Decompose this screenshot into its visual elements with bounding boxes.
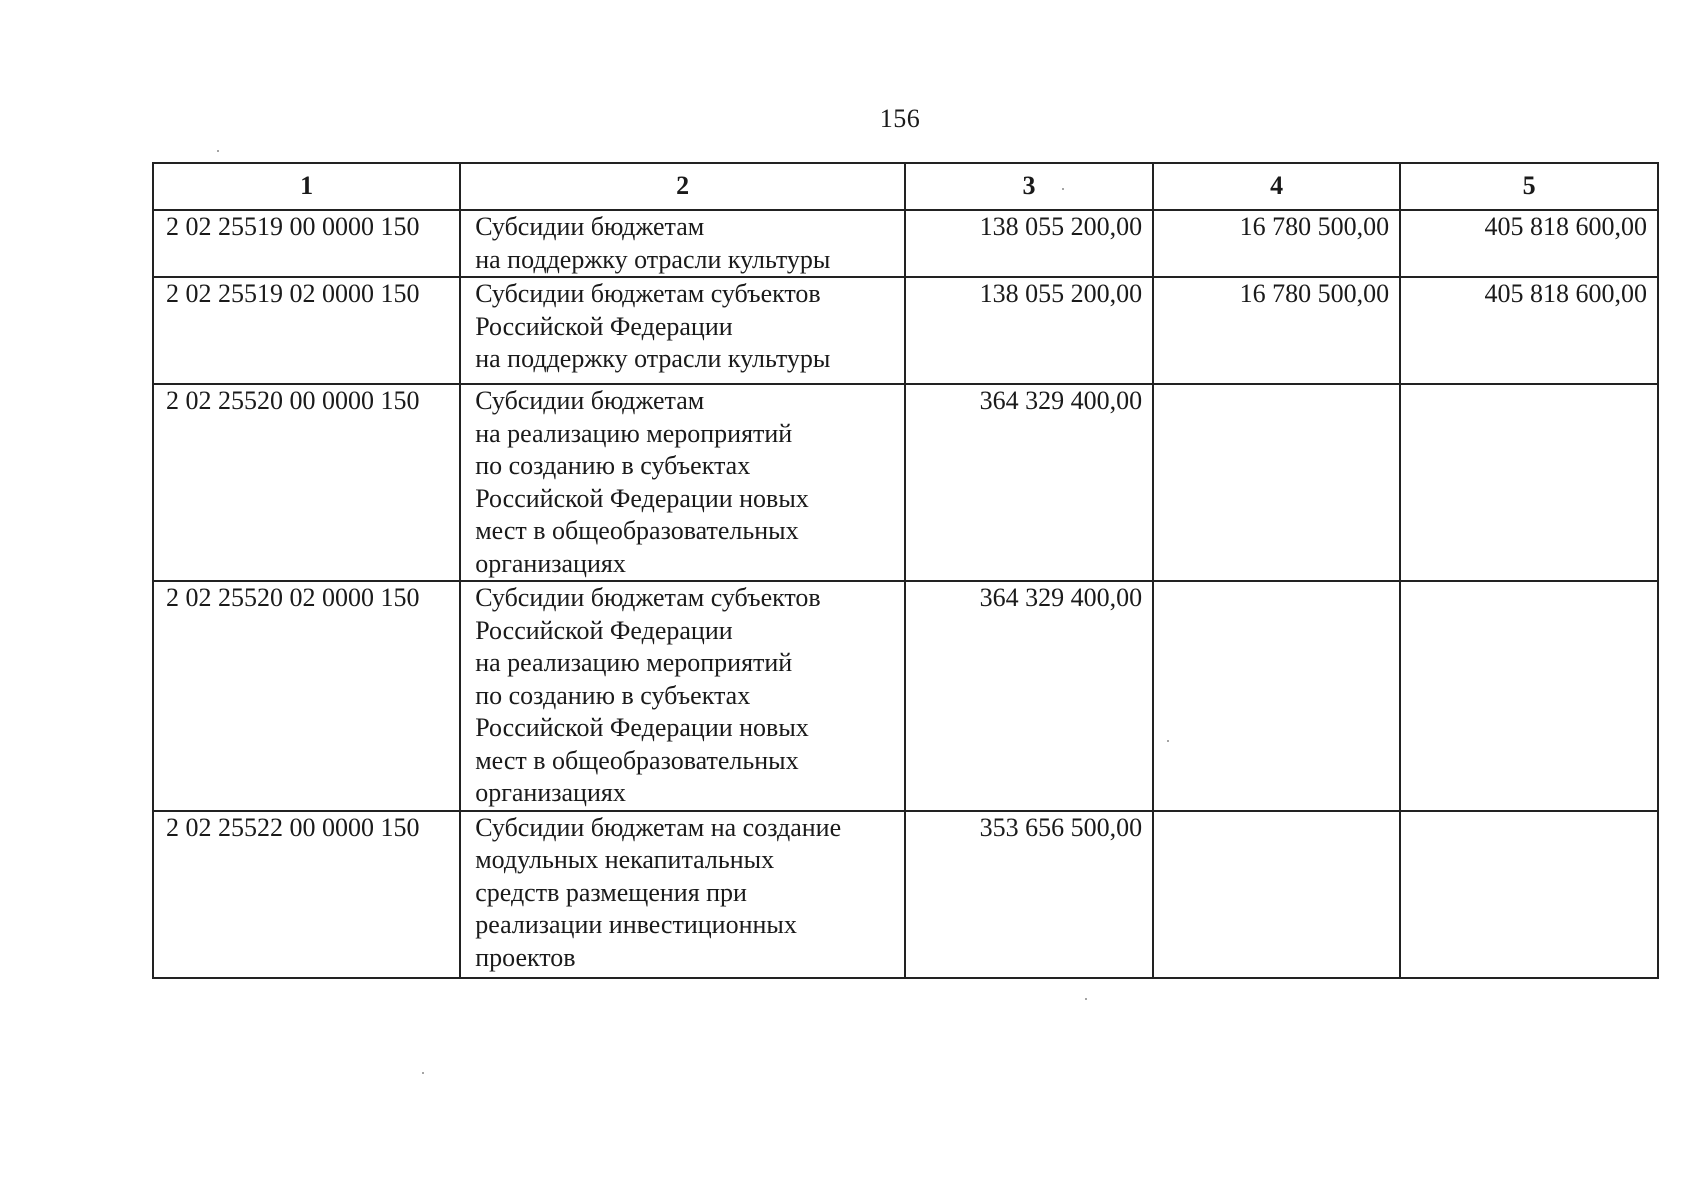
amount-col-5: 405 818 600,00 bbox=[1400, 277, 1658, 384]
table-row bbox=[153, 210, 1658, 277]
scan-speck bbox=[1085, 998, 1087, 1000]
amount-col-5 bbox=[1400, 384, 1658, 581]
header-col-3: 3 bbox=[905, 163, 1153, 210]
name-line: Российской Федерации новых bbox=[475, 483, 809, 513]
budget-code: 2 02 25519 00 0000 150 bbox=[153, 210, 460, 277]
amount-col-4: 16 780 500,00 bbox=[1153, 210, 1400, 277]
scan-speck bbox=[1167, 740, 1169, 742]
budget-item-name bbox=[460, 384, 905, 581]
amount-col-3: 138 055 200,00 bbox=[905, 210, 1153, 277]
name-line: Субсидии бюджетам субъектов bbox=[475, 583, 821, 612]
name-line: организациях bbox=[475, 778, 626, 807]
name-line: по созданию в субъектах bbox=[475, 451, 751, 480]
header-row bbox=[153, 163, 1658, 210]
budget-code: 2 02 25520 00 0000 150 bbox=[153, 384, 460, 581]
scan-speck bbox=[1062, 188, 1064, 190]
name-line: Российской Федерации bbox=[475, 311, 733, 341]
amount-col-5: 405 818 600,00 bbox=[1400, 210, 1658, 277]
table-row bbox=[153, 277, 1658, 384]
name-line: на реализацию мероприятий bbox=[475, 418, 793, 448]
name-line: на реализацию мероприятий bbox=[475, 648, 793, 677]
amount-col-4 bbox=[1153, 384, 1400, 581]
budget-item-name bbox=[460, 210, 905, 277]
page-number: 156 bbox=[879, 104, 921, 133]
amount-col-3: 353 656 500,00 bbox=[905, 811, 1153, 978]
header-col-1: 1 bbox=[153, 163, 460, 210]
budget-code: 2 02 25520 02 0000 150 bbox=[153, 581, 460, 811]
name-line: проектов bbox=[475, 942, 576, 972]
budget-code: 2 02 25519 02 0000 150 bbox=[153, 277, 460, 384]
header-col-4: 4 bbox=[1153, 163, 1400, 210]
scan-speck bbox=[422, 1072, 424, 1074]
name-line: на поддержку отрасли культуры bbox=[475, 344, 831, 373]
name-line: мест в общеобразовательных bbox=[475, 516, 799, 545]
name-line: модульных некапитальных bbox=[475, 845, 775, 874]
name-line: мест в общеобразовательных bbox=[475, 745, 799, 775]
name-line: на поддержку отрасли культуры bbox=[475, 244, 831, 274]
name-line: средств размещения при bbox=[475, 877, 747, 907]
name-line: Субсидии бюджетам субъектов bbox=[475, 279, 821, 308]
name-line: реализации инвестиционных bbox=[475, 910, 797, 939]
name-line: Российской Федерации новых bbox=[475, 713, 809, 742]
amount-col-3: 364 329 400,00 bbox=[905, 581, 1153, 811]
header-col-2: 2 bbox=[460, 163, 905, 210]
table-row bbox=[153, 384, 1658, 581]
name-line: Субсидии бюджетам bbox=[475, 212, 705, 241]
budget-code: 2 02 25522 00 0000 150 bbox=[153, 811, 460, 978]
table-row bbox=[153, 811, 1658, 978]
amount-col-3: 364 329 400,00 bbox=[905, 384, 1153, 581]
name-line: по созданию в субъектах bbox=[475, 680, 751, 710]
name-line: организациях bbox=[475, 548, 626, 578]
amount-col-4 bbox=[1153, 811, 1400, 978]
budget-item-name bbox=[460, 581, 905, 811]
amount-col-5 bbox=[1400, 811, 1658, 978]
amount-col-3: 138 055 200,00 bbox=[905, 277, 1153, 384]
budget-table bbox=[152, 162, 1659, 979]
header-col-5: 5 bbox=[1400, 163, 1658, 210]
name-line: Субсидии бюджетам на создание bbox=[475, 812, 842, 842]
amount-col-4: 16 780 500,00 bbox=[1153, 277, 1400, 384]
amount-col-4 bbox=[1153, 581, 1400, 811]
table-row bbox=[153, 581, 1658, 811]
name-line: Субсидии бюджетам bbox=[475, 386, 705, 415]
budget-item-name bbox=[460, 811, 905, 978]
scan-speck bbox=[217, 150, 219, 152]
name-line: Российской Федерации bbox=[475, 615, 733, 645]
budget-item-name bbox=[460, 277, 905, 384]
amount-col-5 bbox=[1400, 581, 1658, 811]
